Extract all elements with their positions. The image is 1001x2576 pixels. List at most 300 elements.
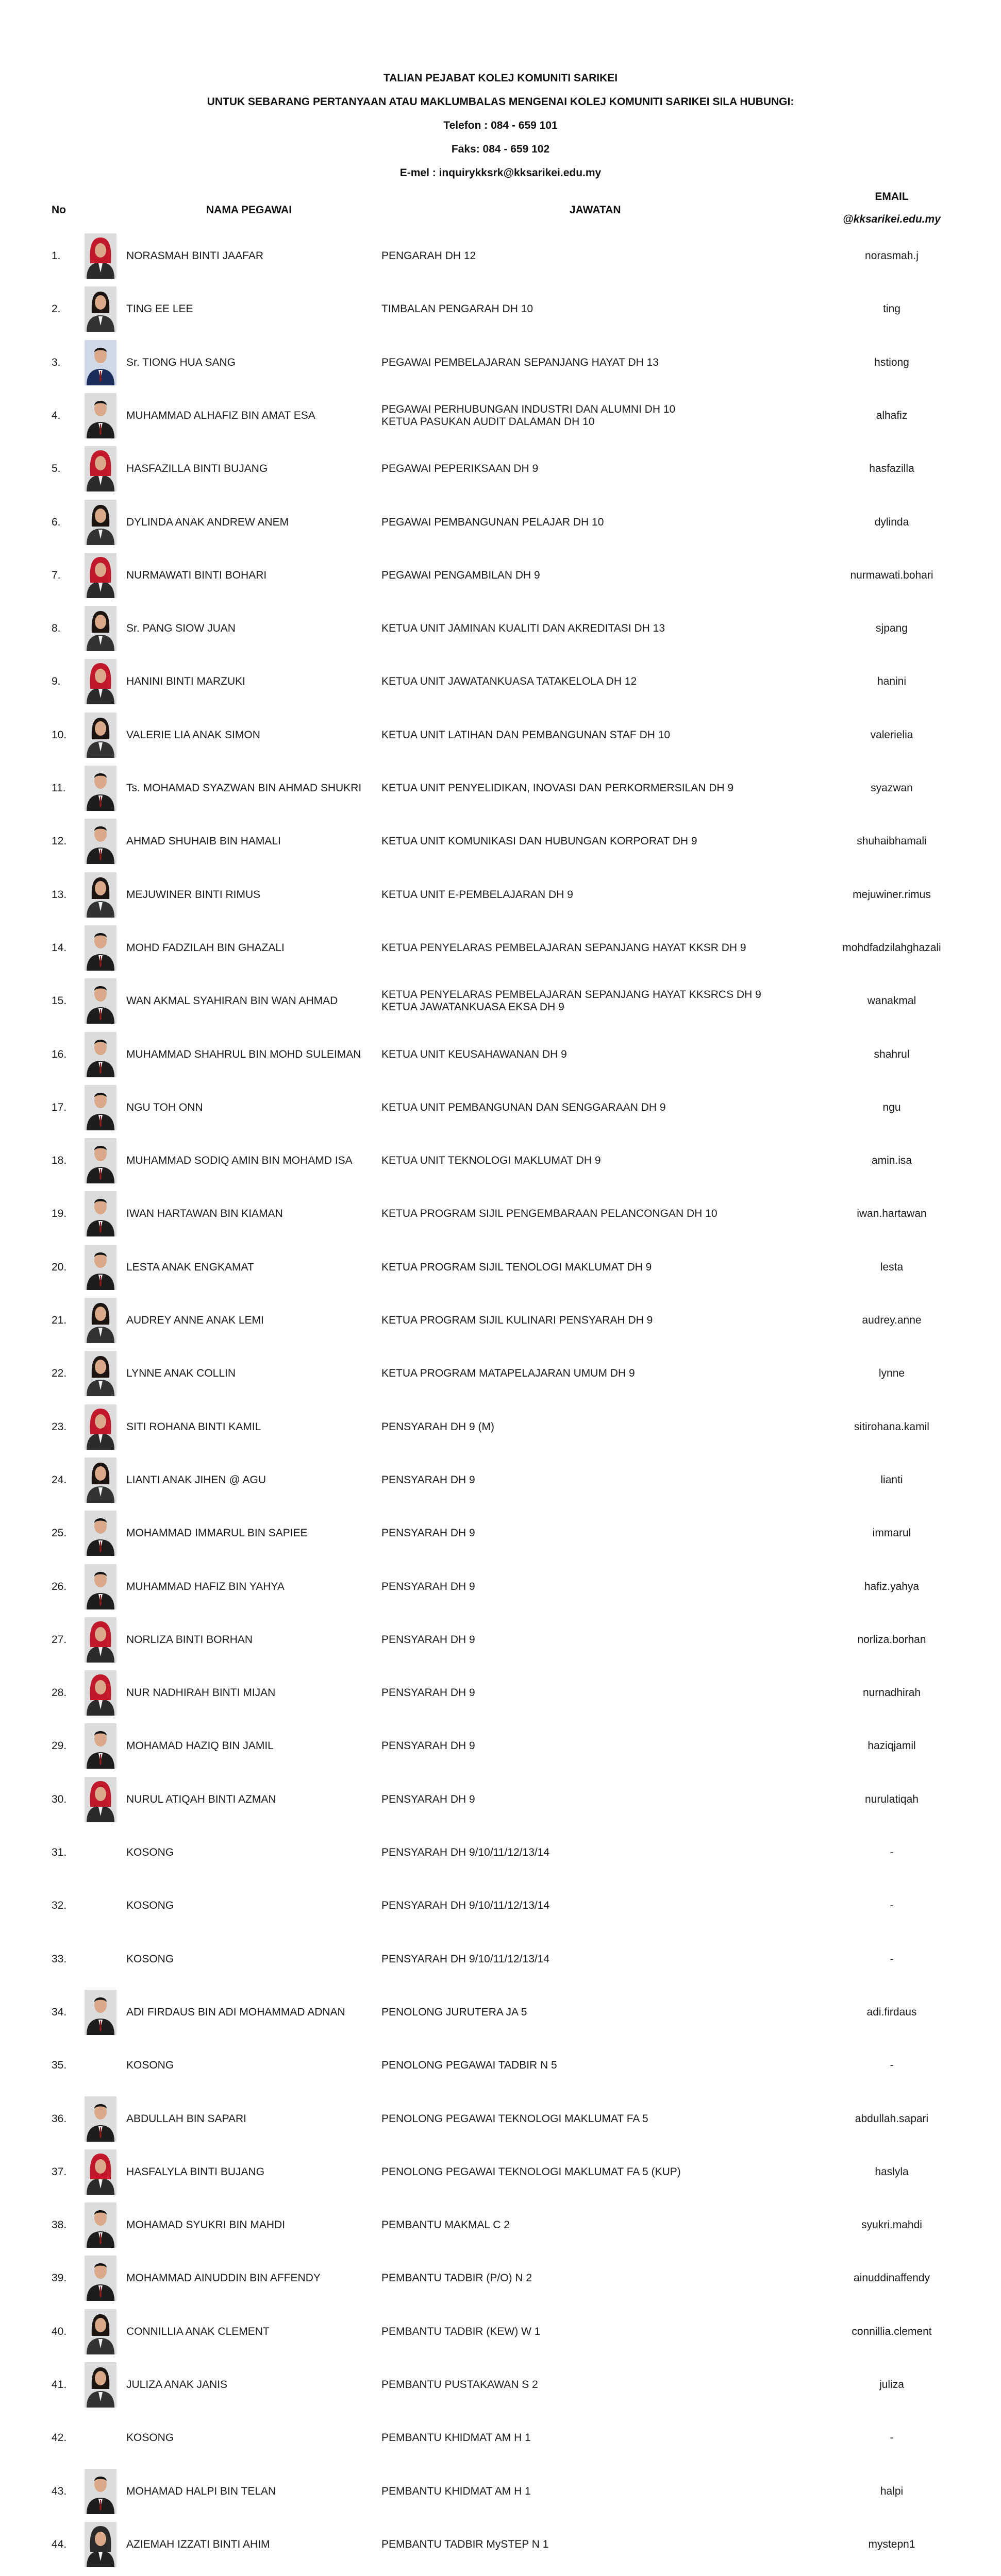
staff-row [0,1187,1001,1241]
staff-photo [85,1458,116,1503]
staff-email: wanakmal [867,995,916,1007]
staff-number: 28. [52,1687,67,1699]
staff-email: - [890,2432,894,2444]
staff-email: - [890,2059,894,2072]
staff-position-line: PENSYARAH DH 9 [381,1687,475,1699]
staff-number: 7. [52,569,61,581]
staff-position-line: PEGAWAI PERHUBUNGAN INDUSTRI DAN ALUMNI DH 10 [381,403,676,415]
staff-row [0,1719,1001,1773]
staff-email: amin.isa [871,1155,912,1167]
staff-position [381,835,697,848]
staff-position [381,889,573,901]
staff-photo [85,1564,116,1609]
staff-number: 12. [52,835,67,848]
staff-position-line: KETUA UNIT LATIHAN DAN PEMBANGUNAN STAF DH 10 [381,728,671,741]
staff-number: 11. [52,782,66,794]
staff-position-line: KETUA UNIT PEMBANGUNAN DAN SENGGARAAN DH 9 [381,1101,666,1113]
staff-photo [85,500,116,545]
staff-position [381,1048,567,1061]
staff-email: haslyla [875,2165,909,2178]
staff-position [381,942,746,954]
staff-position-line: PENOLONG PEGAWAI TADBIR N 5 [381,2059,557,2072]
col-header-no: No [52,204,66,216]
staff-email: abdullah.sapari [855,2112,929,2125]
staff-number: 27. [52,1633,67,1646]
staff-email: immarul [872,1527,911,1539]
phone-number: Telefon : 084 - 659 101 [443,120,558,131]
staff-position [381,516,604,529]
staff-name: WAN AKMAL SYAHIRAN BIN WAN AHMAD [126,995,338,1007]
staff-photo [85,1351,116,1396]
staff-number: 26. [52,1580,67,1592]
staff-number: 25. [52,1527,67,1539]
staff-name: LIANTI ANAK JIHEN @ AGU [126,1473,266,1486]
staff-photo [85,2256,116,2301]
staff-number: 43. [52,2485,67,2497]
staff-position-line: KETUA PENYELARAS PEMBELAJARAN SEPANJANG HAYAT KKSRCS DH 9 [381,989,761,1001]
staff-number: 36. [52,2112,67,2125]
staff-email: adi.firdaus [866,2006,917,2018]
staff-name: MUHAMMAD HAFIZ BIN YAHYA [126,1580,285,1592]
staff-row [0,602,1001,655]
staff-position-line: PEMBANTU TADBIR (KEW) W 1 [381,2325,541,2337]
staff-email: ting [883,303,900,315]
staff-name: Sr. TIONG HUA SANG [126,356,236,368]
staff-row [0,655,1001,708]
staff-photo [85,1990,116,2035]
staff-number: 1. [52,250,61,262]
staff-position-line: PENOLONG PEGAWAI TEKNOLOGI MAKLUMAT FA 5 (KUP) [381,2165,681,2178]
staff-name: MOHAMAD SYUKRI BIN MAHDI [126,2219,286,2231]
staff-photo [85,659,116,704]
staff-number: 39. [52,2272,67,2284]
staff-row [0,2518,1001,2571]
staff-position-line: KETUA UNIT TEKNOLOGI MAKLUMAT DH 9 [381,1155,601,1167]
staff-position [381,303,533,315]
staff-name: KOSONG [126,1846,174,1858]
staff-email: shahrul [874,1048,910,1060]
staff-name: LYNNE ANAK COLLIN [126,1367,236,1380]
staff-photo [85,446,116,492]
staff-position-line: KETUA PENYELARAS PEMBELAJARAN SEPANJANG HAYAT KKSR DH 9 [381,941,746,954]
staff-email: ainuddinaffendy [854,2272,930,2284]
staff-photo [85,2362,116,2408]
staff-number: 8. [52,622,61,635]
staff-email: norliza.borhan [857,1633,926,1646]
staff-name: MOHAMMAD AINUDDIN BIN AFFENDY [126,2272,321,2284]
staff-email: ngu [882,1101,901,1113]
staff-position [381,463,538,475]
staff-photo [85,340,116,385]
staff-row [0,549,1001,602]
staff-position [381,2059,557,2072]
staff-email: lesta [880,1261,904,1273]
staff-row [0,1134,1001,1188]
staff-name: AZIEMAH IZZATI BINTI AHIM [126,2538,270,2550]
staff-photo [85,1670,116,1716]
staff-position-line: PENSYARAH DH 9 [381,1633,475,1646]
staff-position [381,1581,475,1593]
staff-email: nurmawati.bohari [850,569,933,581]
staff-position-line: PENSYARAH DH 9/10/11/12/13/14 [381,1900,550,1912]
staff-position-line: KETUA UNIT PENYELIDIKAN, INOVASI DAN PERKORMERSILAN DH 9 [381,782,734,794]
staff-position [381,1261,652,1274]
staff-position [381,622,665,635]
staff-position [381,1367,635,1380]
col-header-email: EMAIL [875,191,909,202]
staff-name: AUDREY ANNE ANAK LEMI [126,1314,264,1326]
staff-photo [85,606,116,651]
staff-row [0,1879,1001,1933]
staff-number: 40. [52,2325,67,2337]
staff-photo [85,1298,116,1343]
staff-email: dylinda [874,516,909,528]
staff-row [0,1506,1001,1560]
staff-position-line: PEMBANTU KHIDMAT AM H 1 [381,2485,531,2497]
staff-email: lianti [880,1473,903,1486]
staff-row [0,708,1001,762]
staff-position-line: KETUA PASUKAN AUDIT DALAMAN DH 10 [381,415,595,428]
staff-position-line: PEMBANTU MAKMAL C 2 [381,2219,510,2231]
staff-name: KOSONG [126,2059,174,2072]
staff-row [0,1294,1001,1347]
col-header-nama: NAMA PEGAWAI [206,204,292,216]
staff-number: 37. [52,2165,67,2178]
staff-name: MOHAMAD HAZIQ BIN JAMIL [126,1740,274,1752]
staff-row [0,1933,1001,1986]
staff-position-line: PEGAWAI PENGAMBILAN DH 9 [381,569,540,581]
staff-name: KOSONG [126,1953,174,1965]
staff-email: mejuwiner.rimus [853,888,931,901]
staff-position-line: KETUA UNIT KEUSAHAWANAN DH 9 [381,1048,567,1060]
staff-name: NURUL ATIQAH BINTI AZMAN [126,1793,276,1805]
staff-number: 38. [52,2219,67,2231]
staff-name: NGU TOH ONN [126,1101,203,1113]
staff-row [0,1613,1001,1667]
staff-photo [85,766,116,811]
staff-row [0,2198,1001,2252]
staff-photo [85,2096,116,2142]
staff-email: connillia.clement [852,2325,932,2337]
staff-position-line: KETUA UNIT JAWATANKUASA TATAKELOLA DH 12 [381,675,637,688]
staff-row [0,1028,1001,1081]
staff-row [0,2358,1001,2412]
staff-photo [85,925,116,971]
staff-name: MEJUWINER BINTI RIMUS [126,888,261,901]
staff-position [381,1846,549,1859]
staff-email: - [890,1846,894,1858]
staff-position-line: PEGAWAI PEPERIKSAAN DH 9 [381,463,539,475]
staff-email: - [890,1900,894,1912]
staff-email: sitirohana.kamil [854,1420,929,1433]
staff-row [0,1453,1001,1507]
staff-position [381,569,540,582]
staff-number: 4. [52,409,61,421]
staff-name: MUHAMMAD ALHAFIZ BIN AMAT ESA [126,409,315,421]
staff-name: MUHAMMAD SHAHRUL BIN MOHD SULEIMAN [126,1048,361,1060]
staff-email: haziqjamil [867,1740,916,1752]
staff-photo [85,713,116,758]
staff-position [381,989,761,1013]
staff-row [0,2145,1001,2199]
staff-name: NUR NADHIRAH BINTI MIJAN [126,1687,276,1699]
staff-photo [85,819,116,864]
staff-photo [85,978,116,1024]
staff-name: ABDULLAH BIN SAPARI [126,2112,247,2125]
staff-position-line: TIMBALAN PENGARAH DH 10 [381,303,533,315]
staff-photo [85,2309,116,2354]
staff-position [381,1208,718,1220]
page-subtitle: UNTUK SEBARANG PERTANYAAN ATAU MAKLUMBALAS MENGENAI KOLEJ KOMUNITI SARIKEI SILA HUBUNGI: [207,96,794,108]
fax-number: Faks: 084 - 659 102 [451,143,550,155]
staff-number: 5. [52,463,61,475]
staff-photo [85,1138,116,1183]
staff-photo [85,1617,116,1663]
staff-position-line: KETUA UNIT E-PEMBELAJARAN DH 9 [381,888,573,901]
staff-photo [85,1191,116,1236]
staff-number: 29. [52,1740,67,1752]
staff-number: 6. [52,516,61,528]
staff-photo [85,2149,116,2195]
staff-name: JULIZA ANAK JANIS [126,2379,228,2391]
contact-email: E-mel : inquirykksrk@kksarikei.edu.my [399,167,602,179]
staff-number: 22. [52,1367,67,1380]
staff-position-line: PENGARAH DH 12 [381,250,476,262]
staff-name: NORLIZA BINTI BORHAN [126,1633,253,1646]
staff-position-line: KETUA PROGRAM SIJIL PENGEMBARAAN PELANCONGAN DH 10 [381,1208,718,1220]
staff-position [381,2485,531,2498]
staff-email: juliza [879,2379,904,2391]
staff-row [0,2411,1001,2465]
staff-position [381,675,637,688]
staff-row [0,2305,1001,2359]
staff-email: iwan.hartawan [857,1208,927,1220]
staff-email: shuhaibhamali [857,835,927,848]
staff-photo [85,2202,116,2248]
staff-position-line: PENOLONG JURUTERA JA 5 [381,2006,527,2018]
staff-position [381,2113,648,2125]
staff-number: 33. [52,1953,67,1965]
staff-position [381,1314,653,1327]
staff-position [381,357,659,369]
staff-position [381,2326,540,2338]
staff-position-line: PEMBANTU TADBIR MySTEP N 1 [381,2538,549,2550]
staff-row [0,2465,1001,2518]
staff-row [0,2092,1001,2146]
staff-name: IWAN HARTAWAN BIN KIAMAN [126,1208,283,1220]
staff-number: 31. [52,1846,67,1858]
staff-name: AHMAD SHUHAIB BIN HAMALI [126,835,281,848]
staff-position [381,2379,538,2391]
staff-row [0,815,1001,868]
staff-position [381,1900,549,1912]
staff-row [0,1081,1001,1134]
staff-name: HASFALYLA BINTI BUJANG [126,2165,265,2178]
staff-position [381,1634,475,1646]
staff-email: mohdfadzilahghazali [842,941,941,954]
staff-position [381,2272,532,2284]
staff-name: TING EE LEE [126,303,193,315]
staff-position [381,250,476,262]
staff-name: CONNILLIA ANAK CLEMENT [126,2325,270,2337]
staff-name: MOHD FADZILAH BIN GHAZALI [126,941,285,954]
staff-email: syukri.mahdi [861,2219,922,2231]
staff-number: 44. [52,2538,67,2550]
staff-position [381,2006,527,2019]
staff-row [0,1773,1001,1826]
staff-position-line: PENSYARAH DH 9 [381,1527,475,1539]
staff-name: HANINI BINTI MARZUKI [126,675,246,688]
staff-row [0,336,1001,389]
staff-position [381,2538,548,2551]
staff-photo [85,1245,116,1290]
staff-position-line: PENSYARAH DH 9 [381,1793,475,1805]
staff-number: 15. [52,995,67,1007]
staff-number: 41. [52,2379,67,2391]
staff-photo [85,393,116,438]
staff-row [0,974,1001,1028]
staff-name: MOHAMAD HALPI BIN TELAN [126,2485,276,2497]
staff-position [381,2432,531,2444]
staff-photo [85,1723,116,1769]
staff-name: MUHAMMAD SODIQ AMIN BIN MOHAMD ISA [126,1155,353,1167]
staff-name: KOSONG [126,2432,174,2444]
staff-email: alhafiz [876,409,908,421]
staff-photo [85,1777,116,1822]
staff-email: hafiz.yahya [864,1580,920,1592]
staff-photo [85,1404,116,1450]
staff-email: syazwan [871,782,913,794]
staff-position-line: PEGAWAI PEMBANGUNAN PELAJAR DH 10 [381,516,604,528]
staff-number: 20. [52,1261,67,1273]
staff-row [0,229,1001,283]
staff-email: nurnadhirah [862,1687,921,1699]
staff-position [381,1474,475,1486]
page-title: TALIAN PEJABAT KOLEJ KOMUNITI SARIKEI [383,72,618,84]
staff-name: KOSONG [126,1900,174,1912]
staff-email: hasfazilla [869,463,914,475]
staff-number: 13. [52,888,67,901]
staff-email: hstiong [874,356,909,368]
staff-email: hanini [877,675,907,688]
staff-number: 30. [52,1793,67,1805]
staff-name: HASFAZILLA BINTI BUJANG [126,463,268,475]
staff-number: 19. [52,1208,67,1220]
staff-number: 34. [52,2006,67,2018]
staff-position-line: PEMBANTU PUSTAKAWAN S 2 [381,2379,538,2391]
staff-position [381,1740,475,1752]
staff-position [381,782,733,794]
staff-position [381,1687,475,1699]
staff-number: 18. [52,1155,67,1167]
staff-name: VALERIE LIA ANAK SIMON [126,728,260,741]
staff-row [0,2039,1001,2092]
staff-photo [85,872,116,918]
staff-row [0,761,1001,815]
staff-name: NURMAWATI BINTI BOHARI [126,569,267,581]
staff-position-line: PENSYARAH DH 9/10/11/12/13/14 [381,1846,550,1858]
staff-name: SITI ROHANA BINTI KAMIL [126,1420,261,1433]
staff-email: nurulatiqah [865,1793,919,1805]
staff-photo [85,286,116,332]
staff-position-line: PENOLONG PEGAWAI TEKNOLOGI MAKLUMAT FA 5 [381,2112,648,2125]
staff-number: 14. [52,941,67,954]
staff-number: 24. [52,1473,67,1486]
staff-email: audrey.anne [862,1314,922,1326]
staff-number: 32. [52,1900,67,1912]
staff-position [381,1793,475,1806]
staff-row [0,1666,1001,1720]
staff-number: 42. [52,2432,67,2444]
staff-number: 17. [52,1101,67,1113]
staff-number: 21. [52,1314,67,1326]
staff-email: lynne [878,1367,905,1380]
staff-position [381,1953,549,1965]
staff-row [0,389,1001,443]
staff-row [0,442,1001,496]
staff-position [381,1101,666,1114]
staff-row [0,1986,1001,2039]
staff-number: 23. [52,1420,67,1433]
staff-email: sjpang [876,622,908,635]
staff-position [381,729,670,741]
staff-number: 10. [52,728,67,741]
staff-email: norasmah.j [865,250,919,262]
col-header-jawatan: JAWATAN [570,204,621,216]
staff-position-line: PENSYARAH DH 9 [381,1580,475,1592]
staff-name: ADI FIRDAUS BIN ADI MOHAMMAD ADNAN [126,2006,345,2018]
staff-name: Ts. MOHAMAD SYAZWAN BIN AHMAD SHUKRI [126,782,362,794]
staff-row [0,282,1001,336]
staff-row [0,1241,1001,1294]
staff-position [381,403,675,428]
staff-position [381,1155,601,1167]
staff-email: mystepn1 [868,2538,915,2550]
staff-position [381,2166,681,2178]
staff-position-line: KETUA UNIT JAMINAN KUALITI DAN AKREDITASI DH 13 [381,622,665,635]
staff-position-line: PENSYARAH DH 9 [381,1740,475,1752]
staff-row [0,496,1001,549]
staff-position-line: KETUA PROGRAM SIJIL TENOLOGI MAKLUMAT DH 9 [381,1261,652,1273]
staff-name: DYLINDA ANAK ANDREW ANEM [126,516,289,528]
staff-row [0,921,1001,975]
staff-position-line: PENSYARAH DH 9/10/11/12/13/14 [381,1953,550,1965]
staff-position-line: KETUA UNIT KOMUNIKASI DAN HUBUNGAN KORPORAT DH 9 [381,835,697,848]
staff-photo [85,233,116,279]
staff-name: MOHAMMAD IMMARUL BIN SAPIEE [126,1527,308,1539]
staff-position [381,2219,510,2231]
staff-position-line: PENSYARAH DH 9 [381,1473,475,1486]
staff-name: NORASMAH BINTI JAAFAR [126,250,264,262]
staff-row [0,1347,1001,1400]
staff-number: 2. [52,303,61,315]
staff-position-line: PEMBANTU TADBIR (P/O) N 2 [381,2272,532,2284]
staff-number: 16. [52,1048,67,1060]
staff-position [381,1527,475,1539]
staff-row [0,868,1001,922]
staff-position [381,1421,494,1433]
staff-row [0,1560,1001,1614]
staff-photo [85,1511,116,1556]
staff-email: - [890,1953,894,1965]
staff-photo [85,2522,116,2567]
staff-number: 3. [52,356,61,368]
staff-position-line: KETUA PROGRAM SIJIL KULINARI PENSYARAH DH 9 [381,1314,653,1326]
staff-position-line: PEMBANTU KHIDMAT AM H 1 [381,2432,531,2444]
staff-number: 35. [52,2059,67,2072]
staff-name: Sr. PANG SIOW JUAN [126,622,236,635]
staff-position-line: KETUA PROGRAM MATAPELAJARAN UMUM DH 9 [381,1367,635,1380]
